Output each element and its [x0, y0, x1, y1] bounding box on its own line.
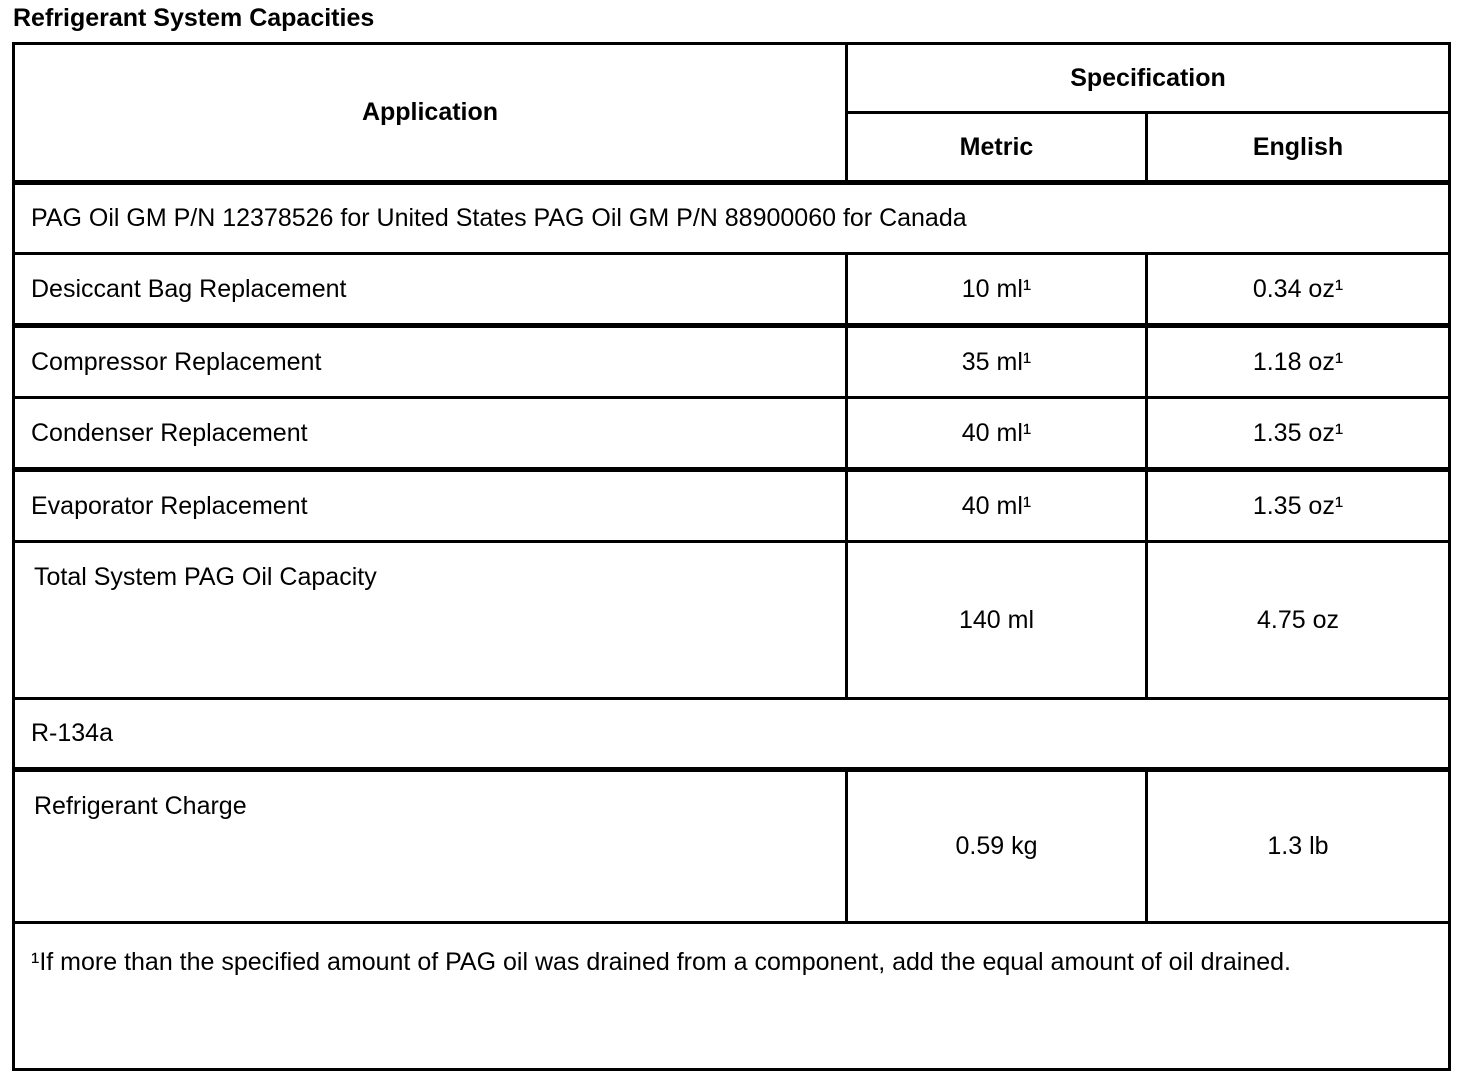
english-cell: 1.3 lb [1147, 770, 1450, 923]
table-row [14, 398, 1450, 470]
application-cell: Condenser Replacement [14, 398, 847, 470]
metric-cell: 10 ml¹ [847, 254, 1147, 326]
application-cell: Refrigerant Charge [14, 770, 847, 923]
application-cell: Compressor Replacement [14, 326, 847, 398]
section-row-pag-oil [14, 183, 1450, 254]
table-row [14, 326, 1450, 398]
table-row-total [14, 542, 1450, 699]
application-cell: Total System PAG Oil Capacity [14, 542, 847, 699]
table-row [14, 254, 1450, 326]
column-header-english: English [1147, 113, 1450, 183]
english-cell: 0.34 oz¹ [1147, 254, 1450, 326]
english-cell: 1.18 oz¹ [1147, 326, 1450, 398]
column-header-specification: Specification [847, 44, 1450, 113]
header-row [14, 44, 1450, 113]
section-row-refrigerant [14, 699, 1450, 770]
capacities-table [12, 42, 1451, 1071]
metric-cell: 0.59 kg [847, 770, 1147, 923]
metric-cell: 40 ml¹ [847, 470, 1147, 542]
english-cell: 1.35 oz¹ [1147, 398, 1450, 470]
section-label-refrigerant: R-134a [14, 699, 1450, 770]
english-cell: 1.35 oz¹ [1147, 470, 1450, 542]
metric-cell: 40 ml¹ [847, 398, 1147, 470]
table-row-refrigerant-charge [14, 770, 1450, 923]
metric-cell: 140 ml [847, 542, 1147, 699]
application-cell: Desiccant Bag Replacement [14, 254, 847, 326]
document-title: Refrigerant System Capacities [13, 4, 375, 32]
column-header-metric: Metric [847, 113, 1147, 183]
table-row [14, 470, 1450, 542]
section-label-pag-oil: PAG Oil GM P/N 12378526 for United States PAG Oil GM P/N 88900060 for Canada [14, 183, 1450, 254]
footnote-row [14, 923, 1450, 1070]
application-cell: Evaporator Replacement [14, 470, 847, 542]
footnote: ¹If more than the specified amount of PAG oil was drained from a component, add the equal amount of oil drained. [14, 923, 1450, 1070]
column-header-application: Application [14, 44, 847, 183]
metric-cell: 35 ml¹ [847, 326, 1147, 398]
english-cell: 4.75 oz [1147, 542, 1450, 699]
